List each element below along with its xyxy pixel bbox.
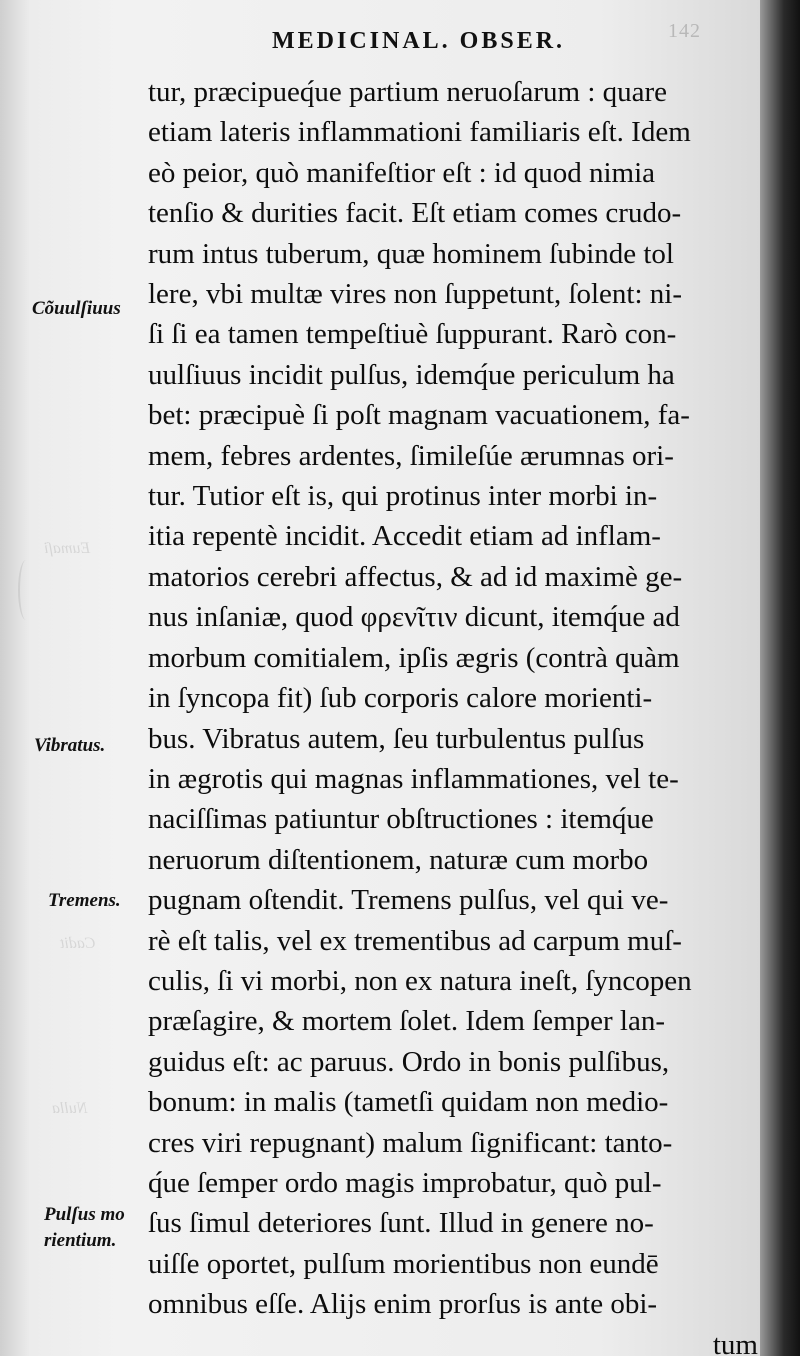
text-line: præſagire, & mortem ſolet. Idem ſemper lan-: [148, 1005, 666, 1038]
bleed-through-text: Cadit: [60, 935, 96, 952]
text-line: guidus eſt: ac paruus. Ordo in bonis pulſibus,: [148, 1045, 670, 1078]
text-line: bonum: in malis (tametſi quidam non medio-: [148, 1086, 669, 1119]
running-title: MEDICINAL. OBSER.: [272, 28, 566, 54]
text-line: in ſyncopa fit) ſub corporis calore morienti-: [148, 682, 653, 715]
text-line: tur, præcipueq́ue partium neruoſarum : quare: [148, 76, 668, 108]
text-line: bus. Vibratus autem, ſeu turbulentus pulſus: [148, 722, 645, 755]
margin-note-vibratus: Vibratus.: [34, 735, 106, 756]
text-line: pugnam oſtendit. Tremens pulſus, vel qui ve-: [148, 884, 669, 917]
margin-note-tremens: Tremens.: [48, 890, 121, 911]
text-line: culis, ſi vi morbi, non ex natura ineſt, ſyncopen: [148, 964, 692, 997]
bleed-through-mark: [18, 560, 34, 620]
text-line: mem, febres ardentes, ſimileſúe ærumnas ori-: [148, 439, 674, 472]
text-line: naciſſimas patiuntur obſtructiones : itemq́ue: [148, 803, 654, 836]
text-line: ſi ſi ea tamen tempeſtiuè ſuppurant. Rarò con-: [148, 318, 677, 351]
text-line: uulſiuus incidit pulſus, idemq́ue periculum ha: [148, 358, 675, 391]
margin-note-line: Pulſus mo: [44, 1204, 125, 1225]
text-line: tur. Tutior eſt is, qui protinus inter morbi in-: [148, 480, 658, 513]
text-line: etiam lateris inflammationi familiaris eſt. Idem: [148, 116, 691, 149]
running-header: [272, 20, 701, 55]
text-line: lere, vbi multæ vires non ſuppetunt, ſolent: ni-: [148, 278, 683, 311]
page-number: 142: [668, 20, 701, 42]
text-line: in ægrotis qui magnas inflammationes, vel te-: [148, 762, 679, 795]
margin-note-conuulsiuus: Cõuulſiuus: [32, 298, 121, 319]
text-line: neruorum diſtentionem, naturæ cum morbo: [148, 843, 649, 876]
text-line: uiſſe oportet, pulſum morientibus non eundē: [148, 1247, 659, 1280]
catchword: tum: [712, 1328, 758, 1356]
text-line: omnibus eſſe. Alijs enim prorſus is ante obi-: [148, 1288, 658, 1321]
text-line: nus inſaniæ, quod φρενῖτιν dicunt, itemq́ue ad: [148, 601, 680, 634]
margin-note-line: rientium.: [44, 1230, 117, 1251]
text-line: morbum comitialem, ipſis ægris (contrà quàm: [148, 641, 680, 674]
page-edge-shadow: [760, 0, 800, 1356]
text-line: eò peior, quò manifeſtior eſt : id quod nimia: [148, 156, 656, 189]
margin-note-pulsus-morientium: [44, 1202, 125, 1254]
text-line: ſus ſimul deteriores ſunt. Illud in genere no-: [148, 1207, 654, 1240]
body-text: [148, 72, 768, 1356]
bleed-through-text: Nulla: [52, 1100, 88, 1117]
text-line: itia repentè incidit. Accedit etiam ad inflam-: [148, 520, 661, 553]
bleed-through-text: Eumaſi: [44, 540, 91, 557]
text-line: rè eſt talis, vel ex trementibus ad carpum muſ-: [148, 924, 682, 957]
text-line: rum intus tuberum, quæ hominem ſubinde tol: [148, 237, 674, 270]
text-line: q́ue ſemper ordo magis improbatur, quò pul-: [148, 1166, 662, 1199]
text-line: tenſio & durities facit. Eſt etiam comes crudo-: [148, 197, 682, 230]
text-line: matorios cerebri affectus, & ad id maximè ge-: [148, 560, 683, 593]
text-line: cres viri repugnant) malum ſignificant: tanto-: [148, 1126, 673, 1159]
text-line: bet: præcipuè ſi poſt magnam vacuationem, fa-: [148, 399, 690, 432]
